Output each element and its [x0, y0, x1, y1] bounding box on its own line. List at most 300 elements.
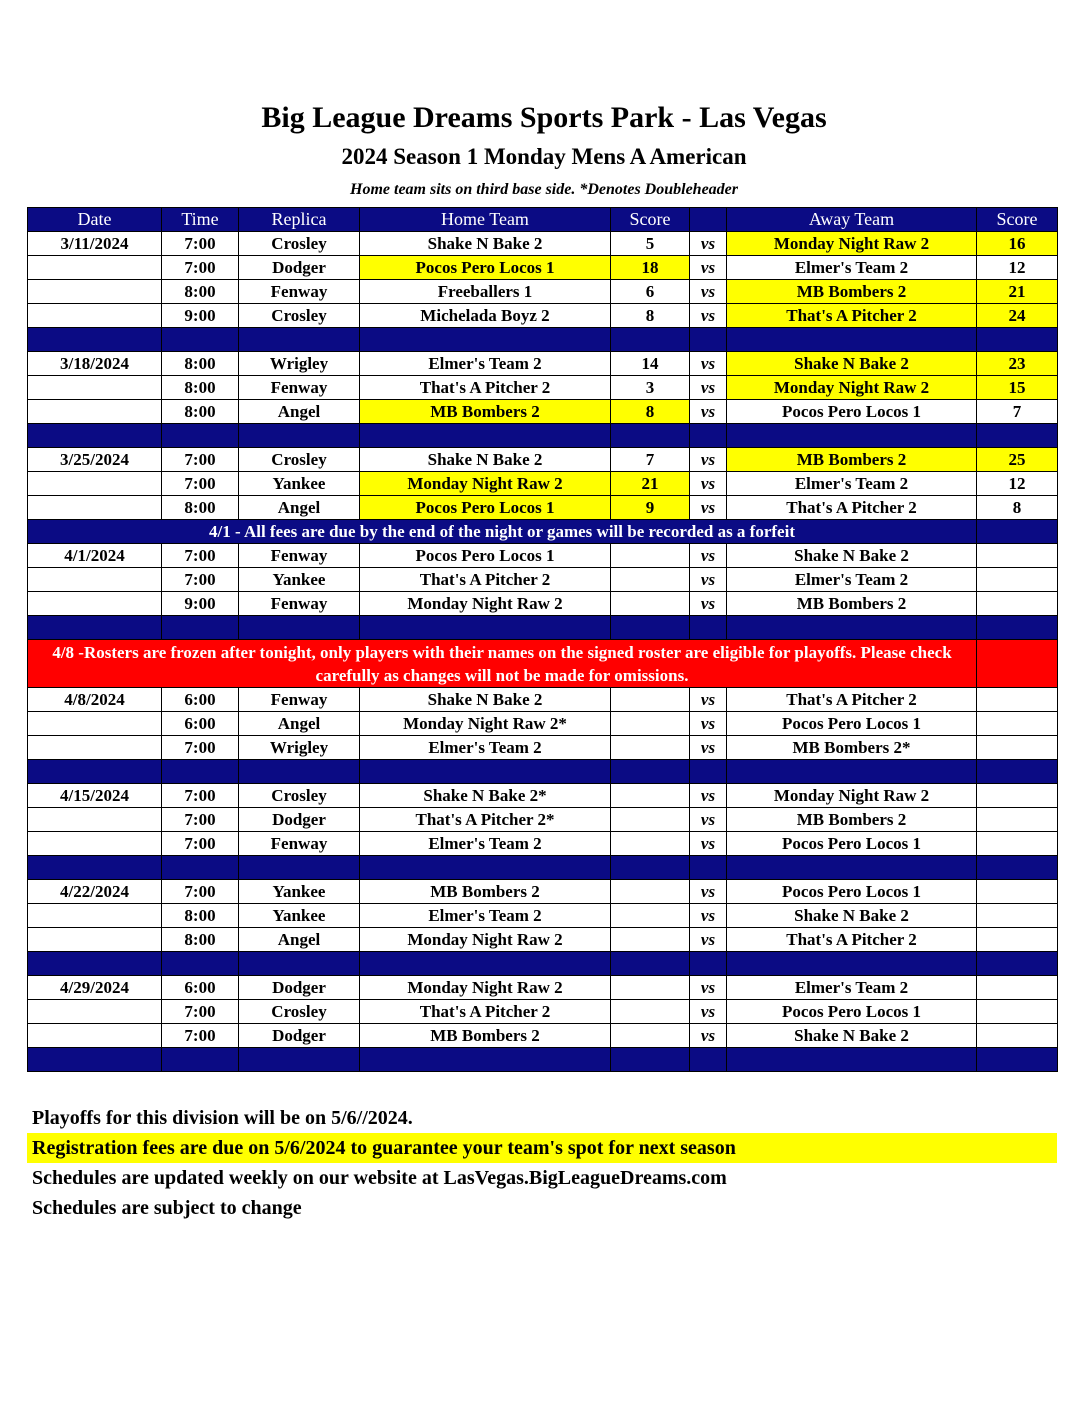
game-row	[28, 280, 1058, 304]
away-team: Pocos Pero Locos 1	[727, 832, 977, 856]
home-team: Michelada Boyz 2	[360, 304, 611, 328]
game-date: 3/11/2024	[28, 232, 162, 256]
separator-row	[28, 1048, 1058, 1072]
separator-cell	[690, 616, 727, 640]
separator-cell	[690, 952, 727, 976]
home-score: 7	[611, 448, 690, 472]
game-time: 7:00	[162, 256, 239, 280]
game-time: 8:00	[162, 400, 239, 424]
roster-notice-row	[28, 640, 1058, 688]
vs-label: vs	[690, 544, 727, 568]
home-team: Monday Night Raw 2	[360, 592, 611, 616]
game-time: 6:00	[162, 712, 239, 736]
home-score: 18	[611, 256, 690, 280]
game-time: 7:00	[162, 232, 239, 256]
game-field: Wrigley	[239, 736, 360, 760]
game-date	[28, 592, 162, 616]
game-row	[28, 304, 1058, 328]
separator-cell	[28, 424, 162, 448]
game-field: Angel	[239, 712, 360, 736]
game-date	[28, 304, 162, 328]
separator-cell	[239, 1048, 360, 1072]
separator-row	[28, 424, 1058, 448]
game-date	[28, 568, 162, 592]
game-time: 8:00	[162, 928, 239, 952]
col-home-team: Home Team	[360, 208, 611, 232]
away-score: 16	[977, 232, 1058, 256]
game-date	[28, 904, 162, 928]
home-score	[611, 736, 690, 760]
notice-text: 4/1 - All fees are due by the end of the night or games will be recorded as a forfeit	[28, 520, 977, 544]
away-team: That's A Pitcher 2	[727, 928, 977, 952]
away-score: 8	[977, 496, 1058, 520]
home-team: Monday Night Raw 2	[360, 928, 611, 952]
vs-label: vs	[690, 376, 727, 400]
notice-text: 4/8 -Rosters are frozen after tonight, only players with their names on the signed roster are eligible for playoffs. Please check carefully as changes will not be made for omissions.	[28, 640, 977, 688]
home-team: Monday Night Raw 2	[360, 976, 611, 1000]
col-away-score: Score	[977, 208, 1058, 232]
away-score: 25	[977, 448, 1058, 472]
away-score	[977, 568, 1058, 592]
vs-label: vs	[690, 880, 727, 904]
away-score	[977, 880, 1058, 904]
game-time: 7:00	[162, 568, 239, 592]
game-date: 4/29/2024	[28, 976, 162, 1000]
away-team: Elmer's Team 2	[727, 256, 977, 280]
schedule-body	[28, 232, 1058, 1072]
vs-label: vs	[690, 472, 727, 496]
game-field: Fenway	[239, 280, 360, 304]
separator-cell	[162, 760, 239, 784]
away-score	[977, 976, 1058, 1000]
game-field: Dodger	[239, 976, 360, 1000]
separator-cell	[239, 424, 360, 448]
away-score	[977, 904, 1058, 928]
separator-cell	[690, 1048, 727, 1072]
vs-label: vs	[690, 496, 727, 520]
separator-row	[28, 328, 1058, 352]
separator-row	[28, 760, 1058, 784]
game-row	[28, 256, 1058, 280]
away-score: 24	[977, 304, 1058, 328]
game-row	[28, 712, 1058, 736]
away-score: 12	[977, 256, 1058, 280]
game-field: Yankee	[239, 472, 360, 496]
separator-cell	[727, 616, 977, 640]
website-note: Schedules are updated weekly on our website at LasVegas.BigLeagueDreams.com	[32, 1167, 727, 1189]
home-score	[611, 688, 690, 712]
notice-filler	[977, 520, 1058, 544]
away-team: Elmer's Team 2	[727, 472, 977, 496]
home-score	[611, 1024, 690, 1048]
game-row	[28, 976, 1058, 1000]
home-score: 5	[611, 232, 690, 256]
home-team: That's A Pitcher 2	[360, 1000, 611, 1024]
game-row	[28, 928, 1058, 952]
home-team: Elmer's Team 2	[360, 904, 611, 928]
away-score	[977, 544, 1058, 568]
separator-cell	[611, 856, 690, 880]
game-field: Dodger	[239, 808, 360, 832]
notice-filler	[977, 640, 1058, 688]
away-score: 21	[977, 280, 1058, 304]
playoffs-note: Playoffs for this division will be on 5/6//2024.	[32, 1107, 413, 1129]
game-date: 3/18/2024	[28, 352, 162, 376]
vs-label: vs	[690, 400, 727, 424]
home-score	[611, 544, 690, 568]
game-time: 6:00	[162, 976, 239, 1000]
game-row	[28, 784, 1058, 808]
game-field: Crosley	[239, 1000, 360, 1024]
home-team: That's A Pitcher 2*	[360, 808, 611, 832]
separator-cell	[977, 616, 1058, 640]
game-time: 7:00	[162, 544, 239, 568]
home-score	[611, 976, 690, 1000]
separator-cell	[239, 616, 360, 640]
home-team: Shake N Bake 2	[360, 448, 611, 472]
game-field: Angel	[239, 496, 360, 520]
game-field: Fenway	[239, 688, 360, 712]
home-team: Freeballers 1	[360, 280, 611, 304]
separator-cell	[727, 856, 977, 880]
vs-label: vs	[690, 256, 727, 280]
separator-cell	[239, 760, 360, 784]
game-field: Wrigley	[239, 352, 360, 376]
away-team: That's A Pitcher 2	[727, 304, 977, 328]
vs-label: vs	[690, 1024, 727, 1048]
vs-label: vs	[690, 904, 727, 928]
home-score	[611, 904, 690, 928]
home-team: MB Bombers 2	[360, 1024, 611, 1048]
vs-label: vs	[690, 832, 727, 856]
away-team: That's A Pitcher 2	[727, 496, 977, 520]
away-team: MB Bombers 2	[727, 808, 977, 832]
game-date	[28, 1024, 162, 1048]
col-date: Date	[28, 208, 162, 232]
home-score	[611, 568, 690, 592]
away-team: Shake N Bake 2	[727, 544, 977, 568]
away-team: MB Bombers 2	[727, 280, 977, 304]
game-field: Fenway	[239, 544, 360, 568]
registration-note: Registration fees are due on 5/6/2024 to guarantee your team's spot for next season	[27, 1133, 1057, 1163]
separator-cell	[977, 424, 1058, 448]
separator-cell	[611, 424, 690, 448]
separator-cell	[611, 952, 690, 976]
away-score: 7	[977, 400, 1058, 424]
vs-label: vs	[690, 232, 727, 256]
game-time: 8:00	[162, 280, 239, 304]
away-team: Pocos Pero Locos 1	[727, 712, 977, 736]
away-score	[977, 1000, 1058, 1024]
game-row	[28, 376, 1058, 400]
separator-row	[28, 616, 1058, 640]
separator-cell	[727, 1048, 977, 1072]
away-score: 12	[977, 472, 1058, 496]
game-row	[28, 688, 1058, 712]
vs-label: vs	[690, 1000, 727, 1024]
vs-label: vs	[690, 808, 727, 832]
home-score: 6	[611, 280, 690, 304]
home-team: Shake N Bake 2*	[360, 784, 611, 808]
away-team: Elmer's Team 2	[727, 568, 977, 592]
separator-cell	[239, 952, 360, 976]
vs-label: vs	[690, 352, 727, 376]
away-team: Monday Night Raw 2	[727, 232, 977, 256]
home-team: Elmer's Team 2	[360, 352, 611, 376]
home-team: Monday Night Raw 2*	[360, 712, 611, 736]
home-score	[611, 808, 690, 832]
game-time: 9:00	[162, 592, 239, 616]
vs-label: vs	[690, 448, 727, 472]
away-score	[977, 736, 1058, 760]
game-row	[28, 736, 1058, 760]
separator-cell	[360, 1048, 611, 1072]
game-date	[28, 808, 162, 832]
home-team: Shake N Bake 2	[360, 232, 611, 256]
separator-cell	[239, 328, 360, 352]
away-score	[977, 1024, 1058, 1048]
away-score	[977, 832, 1058, 856]
game-field: Fenway	[239, 592, 360, 616]
game-field: Dodger	[239, 256, 360, 280]
away-team: MB Bombers 2	[727, 448, 977, 472]
game-field: Yankee	[239, 568, 360, 592]
home-team: Shake N Bake 2	[360, 688, 611, 712]
game-field: Crosley	[239, 448, 360, 472]
home-score	[611, 928, 690, 952]
away-team: Shake N Bake 2	[727, 1024, 977, 1048]
game-row	[28, 472, 1058, 496]
game-date	[28, 832, 162, 856]
separator-cell	[360, 616, 611, 640]
separator-cell	[28, 952, 162, 976]
separator-cell	[611, 616, 690, 640]
separator-cell	[360, 760, 611, 784]
home-score: 8	[611, 400, 690, 424]
game-field: Crosley	[239, 232, 360, 256]
home-score	[611, 784, 690, 808]
vs-label: vs	[690, 568, 727, 592]
away-score	[977, 808, 1058, 832]
home-score: 8	[611, 304, 690, 328]
vs-label: vs	[690, 712, 727, 736]
game-date	[28, 736, 162, 760]
home-team: MB Bombers 2	[360, 880, 611, 904]
home-team: Monday Night Raw 2	[360, 472, 611, 496]
vs-label: vs	[690, 928, 727, 952]
vs-label: vs	[690, 736, 727, 760]
game-time: 7:00	[162, 832, 239, 856]
separator-row	[28, 856, 1058, 880]
separator-cell	[977, 1048, 1058, 1072]
separator-cell	[239, 856, 360, 880]
game-field: Fenway	[239, 832, 360, 856]
separator-cell	[977, 952, 1058, 976]
game-time: 7:00	[162, 448, 239, 472]
separator-cell	[977, 760, 1058, 784]
game-field: Fenway	[239, 376, 360, 400]
game-field: Crosley	[239, 304, 360, 328]
game-date: 4/1/2024	[28, 544, 162, 568]
vs-label: vs	[690, 688, 727, 712]
home-team: Pocos Pero Locos 1	[360, 496, 611, 520]
game-row	[28, 568, 1058, 592]
subject-to-change-note: Schedules are subject to change	[32, 1197, 302, 1219]
home-team: Pocos Pero Locos 1	[360, 544, 611, 568]
away-team: That's A Pitcher 2	[727, 688, 977, 712]
game-row	[28, 544, 1058, 568]
home-team: That's A Pitcher 2	[360, 376, 611, 400]
game-row	[28, 1024, 1058, 1048]
game-time: 7:00	[162, 472, 239, 496]
col-replica: Replica	[239, 208, 360, 232]
away-team: Shake N Bake 2	[727, 904, 977, 928]
home-score	[611, 592, 690, 616]
home-team: Elmer's Team 2	[360, 736, 611, 760]
game-row	[28, 448, 1058, 472]
game-date: 3/25/2024	[28, 448, 162, 472]
game-date	[28, 376, 162, 400]
home-score: 21	[611, 472, 690, 496]
away-team: Pocos Pero Locos 1	[727, 1000, 977, 1024]
separator-cell	[611, 760, 690, 784]
separator-cell	[727, 424, 977, 448]
separator-cell	[28, 328, 162, 352]
game-row	[28, 400, 1058, 424]
away-score	[977, 592, 1058, 616]
col-vs	[690, 208, 727, 232]
game-time: 7:00	[162, 808, 239, 832]
home-score: 14	[611, 352, 690, 376]
game-field: Yankee	[239, 904, 360, 928]
separator-cell	[360, 328, 611, 352]
game-date	[28, 256, 162, 280]
away-team: MB Bombers 2	[727, 592, 977, 616]
separator-cell	[727, 760, 977, 784]
game-date	[28, 928, 162, 952]
home-score: 9	[611, 496, 690, 520]
separator-cell	[162, 328, 239, 352]
game-row	[28, 808, 1058, 832]
game-time: 8:00	[162, 496, 239, 520]
away-team: Shake N Bake 2	[727, 352, 977, 376]
separator-cell	[977, 856, 1058, 880]
home-score	[611, 712, 690, 736]
game-date	[28, 280, 162, 304]
away-score	[977, 928, 1058, 952]
game-time: 7:00	[162, 736, 239, 760]
game-time: 6:00	[162, 688, 239, 712]
separator-cell	[162, 424, 239, 448]
vs-label: vs	[690, 592, 727, 616]
game-field: Yankee	[239, 880, 360, 904]
col-home-score: Score	[611, 208, 690, 232]
game-field: Angel	[239, 400, 360, 424]
page-title: Big League Dreams Sports Park - Las Vegas	[261, 101, 827, 134]
vs-label: vs	[690, 280, 727, 304]
away-score	[977, 712, 1058, 736]
page-subtitle: 2024 Season 1 Monday Mens A American	[341, 144, 747, 169]
game-row	[28, 1000, 1058, 1024]
separator-cell	[162, 616, 239, 640]
game-row	[28, 880, 1058, 904]
separator-cell	[28, 616, 162, 640]
away-score: 15	[977, 376, 1058, 400]
game-date: 4/22/2024	[28, 880, 162, 904]
separator-cell	[690, 424, 727, 448]
separator-cell	[360, 424, 611, 448]
game-field: Angel	[239, 928, 360, 952]
separator-cell	[611, 328, 690, 352]
col-away-team: Away Team	[727, 208, 977, 232]
game-date	[28, 496, 162, 520]
schedule-table	[27, 207, 1058, 1072]
away-score: 23	[977, 352, 1058, 376]
separator-cell	[690, 328, 727, 352]
away-team: Monday Night Raw 2	[727, 784, 977, 808]
vs-label: vs	[690, 304, 727, 328]
game-date	[28, 1000, 162, 1024]
game-row	[28, 832, 1058, 856]
doubleheader-note: Home team sits on third base side. *Denotes Doubleheader	[350, 181, 738, 198]
away-team: MB Bombers 2*	[727, 736, 977, 760]
separator-row	[28, 952, 1058, 976]
game-date: 4/8/2024	[28, 688, 162, 712]
game-time: 7:00	[162, 1024, 239, 1048]
game-row	[28, 496, 1058, 520]
separator-cell	[162, 952, 239, 976]
home-team: MB Bombers 2	[360, 400, 611, 424]
separator-cell	[28, 1048, 162, 1072]
game-time: 7:00	[162, 880, 239, 904]
home-score	[611, 1000, 690, 1024]
away-score	[977, 784, 1058, 808]
table-header-row	[28, 208, 1058, 232]
game-time: 8:00	[162, 376, 239, 400]
separator-cell	[360, 952, 611, 976]
separator-cell	[727, 328, 977, 352]
separator-cell	[690, 760, 727, 784]
away-team: Pocos Pero Locos 1	[727, 880, 977, 904]
home-score	[611, 832, 690, 856]
game-time: 7:00	[162, 1000, 239, 1024]
away-team: Elmer's Team 2	[727, 976, 977, 1000]
separator-cell	[360, 856, 611, 880]
home-team: Elmer's Team 2	[360, 832, 611, 856]
away-score	[977, 688, 1058, 712]
home-team: Pocos Pero Locos 1	[360, 256, 611, 280]
separator-cell	[977, 328, 1058, 352]
vs-label: vs	[690, 784, 727, 808]
game-time: 7:00	[162, 784, 239, 808]
game-field: Dodger	[239, 1024, 360, 1048]
fees-notice-row	[28, 520, 1058, 544]
game-row	[28, 232, 1058, 256]
col-time: Time	[162, 208, 239, 232]
separator-cell	[690, 856, 727, 880]
game-row	[28, 904, 1058, 928]
game-date	[28, 472, 162, 496]
game-row	[28, 592, 1058, 616]
separator-cell	[611, 1048, 690, 1072]
away-team: Monday Night Raw 2	[727, 376, 977, 400]
separator-cell	[162, 856, 239, 880]
game-row	[28, 352, 1058, 376]
vs-label: vs	[690, 976, 727, 1000]
game-date	[28, 400, 162, 424]
away-team: Pocos Pero Locos 1	[727, 400, 977, 424]
separator-cell	[28, 760, 162, 784]
